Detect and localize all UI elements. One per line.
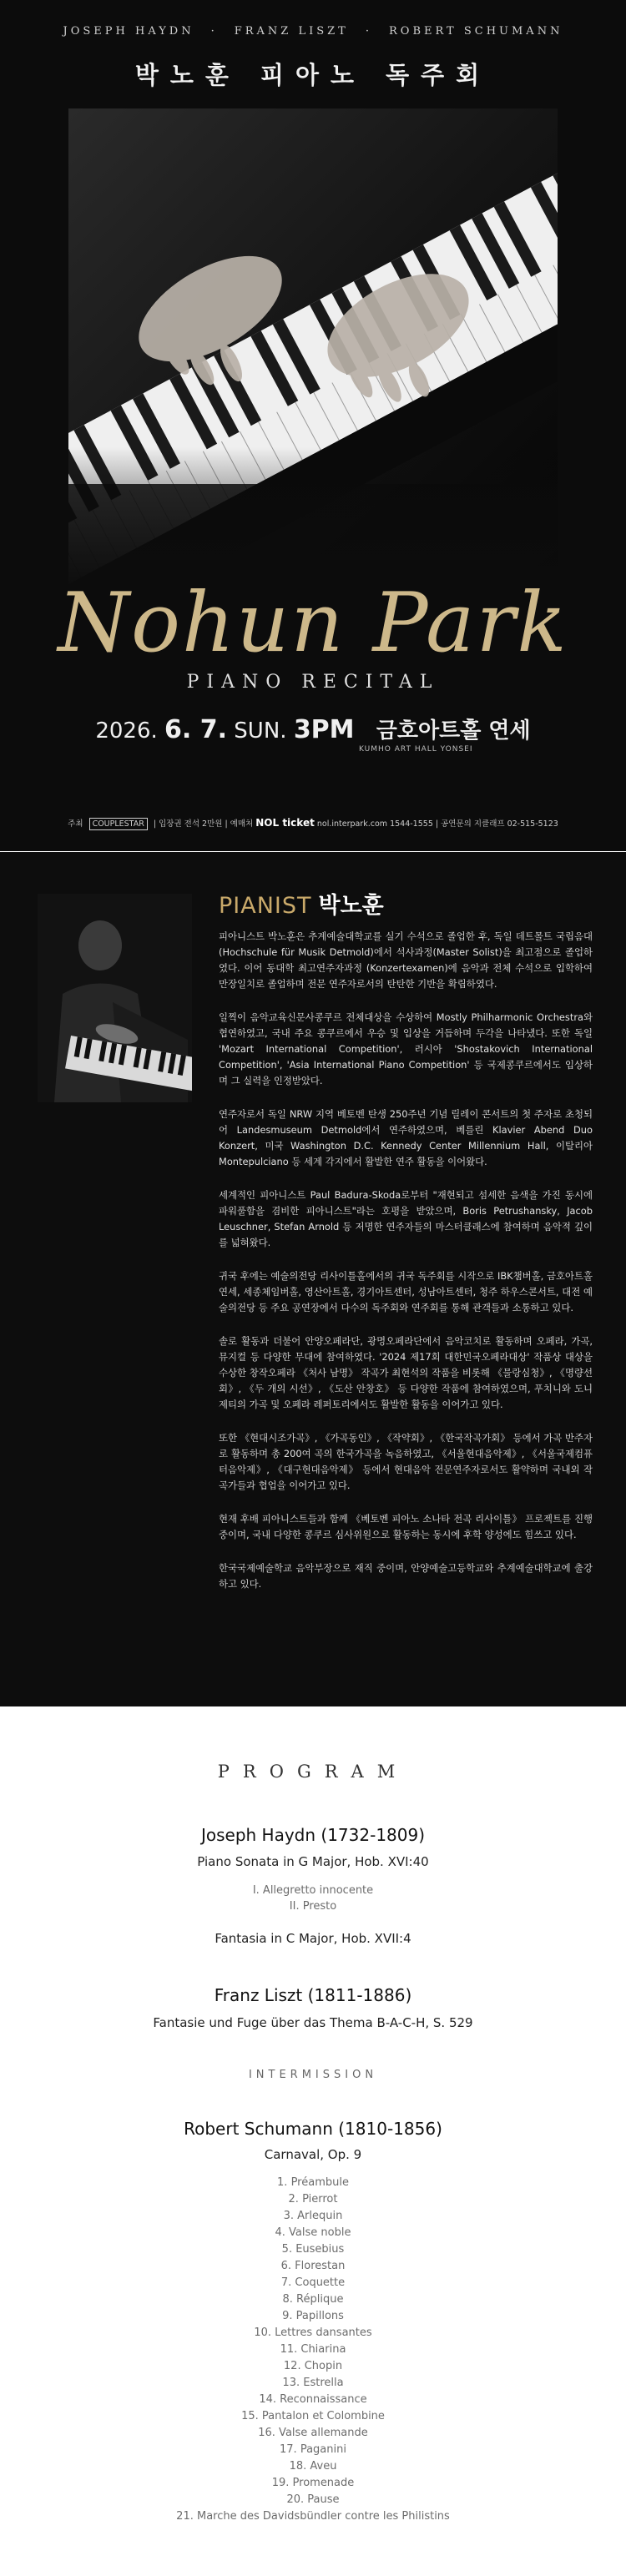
bio-heading (219, 887, 384, 920)
work-title: Fantasia in C Major, Hob. XVII:4 (215, 1931, 411, 1946)
poster-footer: 주최 COUPLESTAR | 입장권 전석 2만원 | 예매처 NOL ticket nol.interpark.com 1544-1555 | 공연문의 지클래프 02-515-5123 (68, 817, 558, 829)
bio-text (219, 929, 593, 1610)
composer-haydn: JOSEPH HAYDN (63, 25, 194, 38)
carnaval-piece: 9. Papillons (282, 2310, 344, 2322)
composer-title-liszt: Franz Liszt (1811-1886) (214, 1985, 412, 2005)
carnaval-piece: 14. Reconnaissance (259, 2393, 367, 2406)
carnaval-piece: 7. Coquette (280, 2276, 346, 2289)
bio-paragraph: 현재 후배 피아니스트들과 함께 《베토벤 피아노 소나타 전곡 리사이틀》 프로젝트를 진행 중이며, 국내 다양한 콩쿠르 심사위원으로 활동하는 동시에 후학 양성에도 힘쓰고 있다. (219, 1513, 593, 1540)
host-logo: COUPLESTAR (89, 818, 148, 830)
carnaval-piece: 10. Lettres dansantes (254, 2326, 372, 2339)
ticket-brand-logo: NOL ticket (255, 817, 315, 829)
carnaval-piece: 2. Pierrot (288, 2193, 338, 2205)
program-section (0, 1706, 626, 2575)
work-title: Carnaval, Op. 9 (264, 2147, 362, 2162)
bio-paragraph: 세계적인 피아니스트 Paul Badura-Skoda로부터 "재현되고 섬세한 음색을 가진 동시에 파워풀함을 겸비한 피아니스트"라는 호평을 받았으며, Boris Petrushansky, Jacob Leuschner, Stefan Arnold 등 저명한 연주자들의 마스터클래스에 참여하며 음악적 깊이를 넓혀왔다. (219, 1189, 593, 1248)
biography-section (0, 852, 626, 1706)
venue-kr: 금호아트홀 연세 (376, 718, 531, 744)
bio-paragraph: 피아니스트 박노훈은 추계예술대학교를 실기 수석으로 졸업한 후, 독일 데트몰트 국립음대(Hochschule für Musik Detmold)에서 석사과정(Master Solist)을 최고점으로 졸업하였다. 이어 동대학 최고연주자과정 (Konzertexamen)에 음악과 전체 수석으로 입학하여 만장일치로 졸업하며 전문 연주자로서의 탄탄한 기반을 확립하였다. (219, 930, 593, 990)
pianist-portrait-photo (38, 894, 192, 1102)
poster-title: 박노훈 피아노 독주회 (134, 61, 492, 89)
carnaval-piece: 15. Pantalon et Colombine (241, 2410, 385, 2422)
carnaval-piece: 13. Estrella (282, 2377, 344, 2389)
dot-separator: · (210, 25, 218, 38)
carnaval-piece: 8. Réplique (282, 2293, 344, 2306)
bio-heading-en: PIANIST (219, 893, 312, 919)
ticket-label: 예매처 (230, 819, 254, 829)
bio-heading-kr: 박노훈 (318, 893, 384, 919)
ticket-info: nol.interpark.com 1544-1555 (316, 819, 433, 829)
composer-title-haydn: Joseph Haydn (1732-1809) (200, 1825, 426, 1845)
concert-date (0, 713, 626, 744)
carnaval-piece: 21. Marche des Davidsbündler contre les Philistins (176, 2510, 450, 2523)
date-year: 2026. (95, 718, 158, 744)
inquiry-info: 공연문의 지클래프 02-515-5123 (441, 819, 558, 829)
carnaval-piece: 4. Valse noble (275, 2226, 351, 2239)
carnaval-piece: 11. Chiarina (280, 2343, 346, 2356)
dot-separator: · (365, 25, 372, 38)
movement-item: II. Presto (289, 1900, 337, 1913)
intermission-label: INTERMISSION (248, 2069, 378, 2081)
bio-paragraph: 한국국제예술학교 음악부장으로 재직 중이며, 안양예술고등학교와 추계예술대학교에 출강하고 있다. (219, 1562, 593, 1590)
poster-section (0, 0, 626, 851)
program-heading: PROGRAM (217, 1762, 409, 1782)
carnaval-piece: 16. Valse allemande (258, 2427, 368, 2439)
carnaval-piece: 6. Florestan (280, 2260, 346, 2272)
work-title: Piano Sonata in G Major, Hob. XVI:40 (197, 1854, 429, 1869)
carnaval-piece: 3. Arlequin (283, 2210, 343, 2222)
carnaval-piece: 19. Promenade (271, 2477, 355, 2489)
date-weekday: SUN. (234, 718, 287, 744)
composer-schumann: ROBERT SCHUMANN (389, 25, 563, 38)
pianist-hands-photo (68, 108, 558, 592)
pianist-script-name: Nohun Park (58, 576, 568, 671)
bio-paragraph: 또한 《현대시조가곡》, 《가곡동인》, 《작약회》, 《한국작곡가회》 등에서 가곡 반주자로 활동하며 총 200여 곡의 한국가곡을 녹음하였고, 《서울현대음악제》, 《서울국제컴퓨터음악제》, 《대구현대음악제》 등에서 현대음악 전문연주자로서도 활약하며 국내외 작곡가들과 협업을 이어가고 있다. (219, 1432, 593, 1491)
carnaval-piece: 1. Préambule (277, 2176, 349, 2189)
date-time: 3PM (293, 715, 355, 744)
movement-item: I. Allegretto innocente (252, 1884, 374, 1897)
carnaval-piece: 12. Chopin (283, 2360, 343, 2372)
host-label: 주최 (68, 819, 83, 829)
bio-paragraph: 일찍이 음악교육신문사콩쿠르 전체대상을 수상하여 Mostly Philharmonic Orchestra와 협연하였고, 국내 주요 콩쿠르에서 우승 및 입상을 거듭하며 두각을 나타냈다. 또한 독일 'Mozart International Competition', 러시아 'Shostakovich International Competition', 'Asia International Piano Competition' 등 국제콩쿠르에서도 입상하며 그 실력을 인정받았다. (219, 1011, 593, 1086)
carnaval-piece: 17. Paganini (280, 2443, 346, 2456)
carnaval-piece: 18. Aveu (289, 2460, 337, 2473)
carnaval-piece: 5. Eusebius (281, 2243, 345, 2256)
venue-en: KUMHO ART HALL YONSEI (359, 745, 473, 754)
bio-paragraph: 연주자로서 독일 NRW 지역 베토벤 탄생 250주년 기념 릴레이 콘서트의 첫 주자로 초청되어 Landesmuseum Detmold에서 연주하였으며, 베를린 Klavier Abend Duo Konzert, 미국 Washington D.C. Kennedy Center Millennium Hall, 이탈리아 Montepulciano 등 세계 각지에서 활발한 연주 활동을 이어왔다. (219, 1108, 593, 1167)
bio-paragraph: 솔로 활동과 더불어 안양오페라단, 광명오페라단에서 음악코치로 활동하며 오페라, 가곡, 뮤지컬 등 다양한 무대에 참여하였다. '2024 제17회 대한민국오페라대상' 작품상 대상을 수상한 창작오페라 《처사 남명》 작곡가 최현석의 작품을 비롯해 《물랑심청》, 《명량선회》, 《두 개의 시선》, 《도산 안창호》 등 다양한 작품에 참여하였으며, 푸치니와 도니제티의 가곡 및 오페라 레퍼토리에서도 활발한 활동을 이어가고 있다. (219, 1335, 593, 1410)
composer-title-schumann: Robert Schumann (1810-1856) (184, 2119, 442, 2139)
carnaval-piece: 20. Pause (286, 2493, 340, 2506)
bio-paragraph: 귀국 후에는 예술의전당 리사이틀홀에서의 귀국 독주회를 시작으로 IBK챔버홀, 금호아트홀 연세, 세종체임버홀, 영산아트홀, 경기아트센터, 성남아트센터, 청주 하우스콘서트, 대전 예술의전당 등 주요 공연장에서 다수의 독주회와 연주회를 통해 관객들과 소통하고 있다. (219, 1270, 593, 1313)
work-title: Fantasie und Fuge über das Thema B-A-C-H, S. 529 (153, 2015, 473, 2030)
composer-names (0, 25, 626, 38)
date-month-day: 6. 7. (164, 715, 228, 744)
ticket-price: 입장권 전석 2만원 (159, 819, 223, 829)
recital-subtitle: PIANO RECITAL (186, 672, 440, 693)
composer-liszt: FRANZ LISZT (234, 25, 349, 38)
